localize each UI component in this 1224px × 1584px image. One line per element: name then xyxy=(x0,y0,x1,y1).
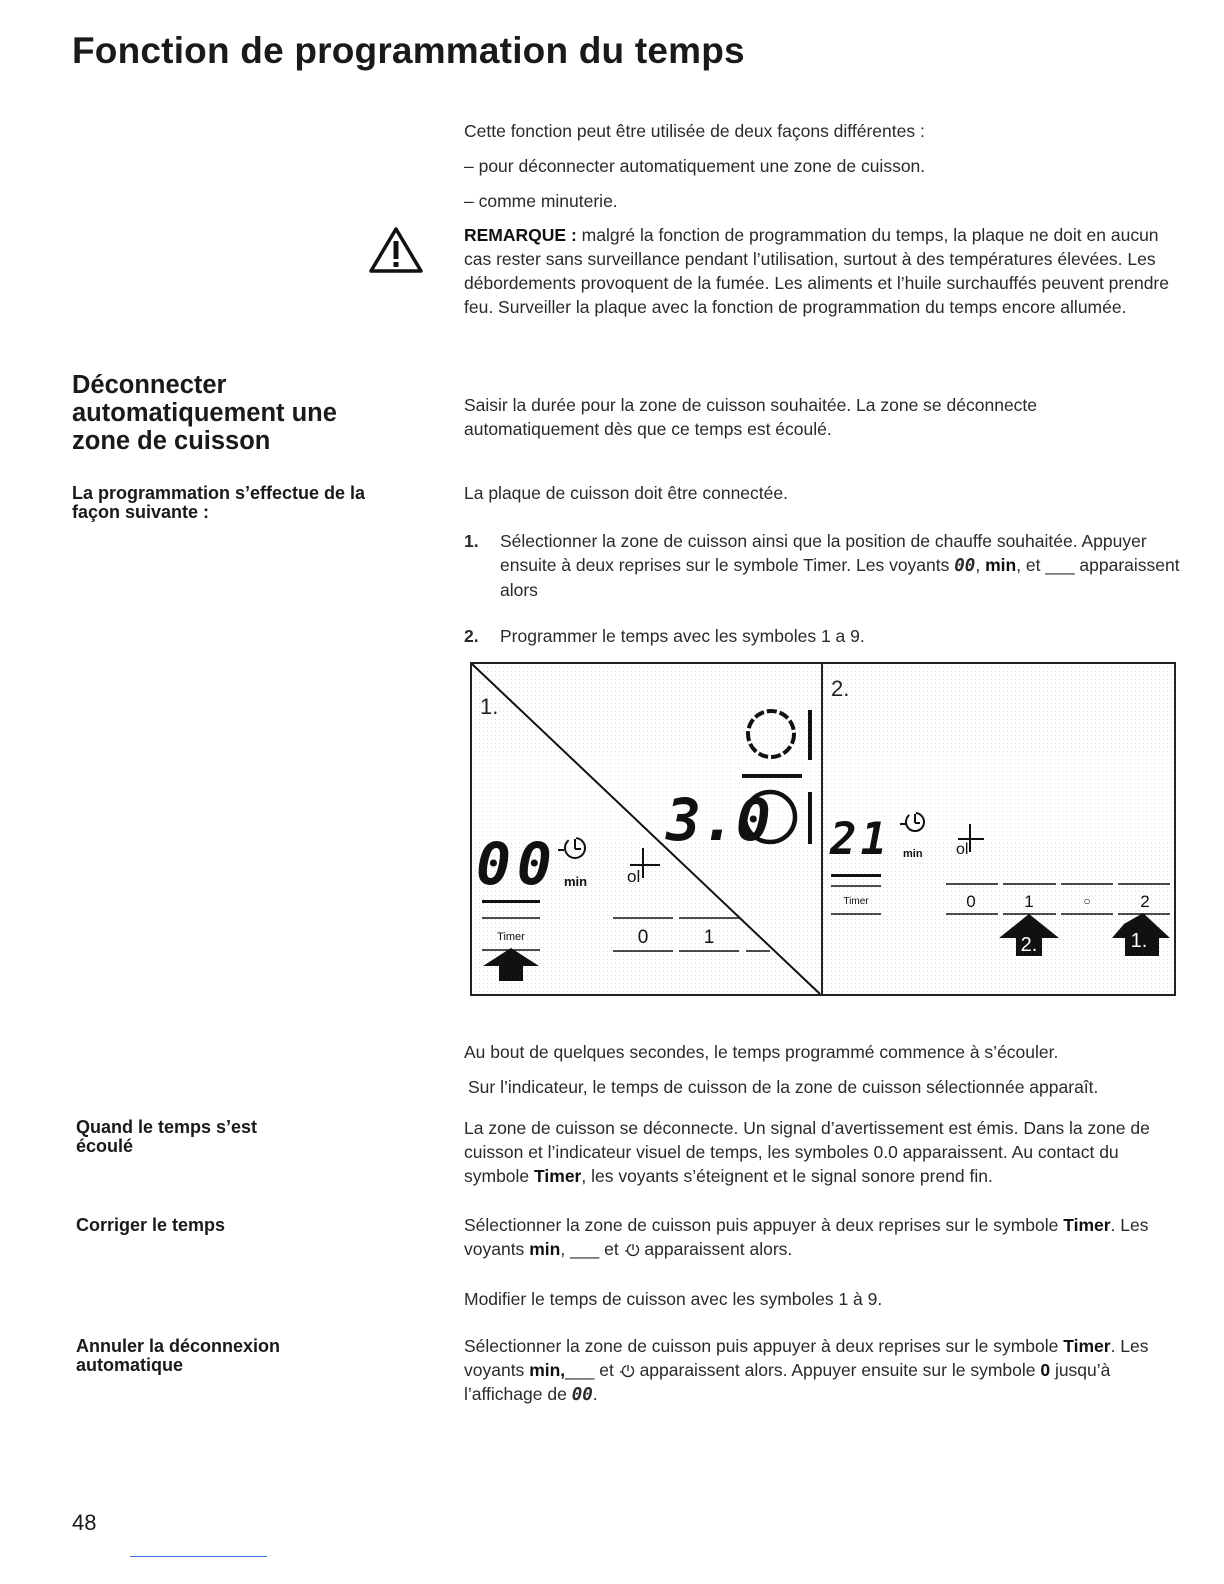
section-heading-line: Déconnecter xyxy=(72,371,227,399)
precondition: La plaque de cuisson doit être connectée. xyxy=(464,483,788,503)
cancel-label: Annuler la déconnexion automatique xyxy=(76,1336,281,1375)
text-part: , ___ et xyxy=(560,1239,624,1259)
timer-indicator-bar xyxy=(482,900,540,903)
section-heading xyxy=(72,371,432,455)
text-part: . Les voyants xyxy=(464,1215,1149,1259)
key-0: 0 xyxy=(637,927,649,948)
key-1: 1 xyxy=(1024,892,1034,911)
key-0: 0 xyxy=(966,892,976,911)
text-part: jusqu’à l’affichage de xyxy=(464,1360,1111,1404)
procedure-label: La programmation s’effectue de la façon suivante : xyxy=(72,483,366,522)
text-part: La zone de cuisson se déconnecte. Un signal d’avertissement est émis. Dans la zone de cuisson et l’indicateur visuel de temps, les symboles 0.0 apparaissent. Au contact du symbole xyxy=(464,1118,1150,1186)
step-text xyxy=(500,529,1180,602)
text-part: . Les voyants xyxy=(464,1336,1149,1380)
page-title: Fonction de programmation du temps xyxy=(72,30,745,71)
correct-text xyxy=(464,1213,1184,1261)
arrow-label: 2. xyxy=(1020,934,1038,956)
step-2 xyxy=(464,624,1184,650)
page-number: 48 xyxy=(72,1510,97,1535)
display-code: 00 xyxy=(954,556,976,576)
warning-icon xyxy=(368,226,424,274)
arrow-label: 1. xyxy=(1130,930,1148,952)
text-part: ___ et xyxy=(565,1360,619,1380)
step-text-part: , et ___ apparaissent alors xyxy=(500,555,1180,600)
intro-line: Cette fonction peut être utilisée de deux façons différentes : xyxy=(464,121,925,141)
warning-label: REMARQUE : xyxy=(464,225,577,245)
elapsed-text xyxy=(464,1116,1174,1188)
zero-label: 0 xyxy=(1040,1360,1051,1380)
timer-display: 00 xyxy=(476,830,558,898)
min-label: min xyxy=(529,1239,561,1259)
key-1: 1 xyxy=(703,927,715,948)
intro xyxy=(464,119,1184,213)
warning-note xyxy=(464,223,1184,319)
step-text: Programmer le temps avec les symboles 1 a 9. xyxy=(500,626,865,646)
timer-key: Timer xyxy=(497,931,525,943)
elapsed-label: Quand le temps s’est écoulé xyxy=(76,1117,258,1156)
timer-clock-icon xyxy=(619,1362,635,1378)
correct-label: Corriger le temps xyxy=(76,1215,226,1235)
step-number: 2. xyxy=(464,626,479,646)
panel-label: 1. xyxy=(480,694,499,719)
display-code: 00 xyxy=(571,1385,593,1405)
footer-line xyxy=(130,1556,267,1557)
paragraph-line: Sur l’indicateur, le temps de cuisson de la zone de cuisson sélectionnée apparaît. xyxy=(468,1077,1099,1097)
step-text-part: , xyxy=(975,555,986,575)
intro-line: – pour déconnecter automatiquement une zone de cuisson. xyxy=(464,156,926,176)
warning-text: malgré la fonction de programmation du temps, la plaque ne doit en aucun cas rester sans surveillance pendant l’utilisation, surtout à des températures élevées. Les débordements provoquent de la fumée. Les aliments et l’huile surchauffés peuvent prendre feu. Surveiller la plaque avec la fonction de programmation du temps encore allumée. xyxy=(464,225,1169,317)
step-number: 1. xyxy=(464,531,479,551)
text-part: Sélectionner la zone de cuisson puis appuyer à deux reprises sur le symbole xyxy=(464,1215,1064,1235)
after-figure-text xyxy=(464,1040,1184,1099)
timer-label: Timer xyxy=(1063,1336,1111,1356)
zone-indicator-bar xyxy=(742,774,802,778)
min-label: min, xyxy=(529,1360,566,1380)
timer-clock-icon xyxy=(624,1241,640,1257)
step-text-part: Sélectionner la zone de cuisson ainsi que la position de chauffe souhaitée. Appuyer ensuite à deux reprises sur le symbole Timer. Les voyants xyxy=(500,531,1147,575)
min-label: min xyxy=(985,555,1017,575)
min-label: min xyxy=(564,874,588,889)
section-heading-line: zone de cuisson xyxy=(72,427,271,455)
svg-text:ol: ol xyxy=(956,841,969,858)
modify-text: Modifier le temps de cuisson avec les symboles 1 à 9. xyxy=(464,1289,883,1309)
text-part: . xyxy=(592,1384,598,1404)
timer-display: 21 xyxy=(830,814,891,865)
zone-display: 3.0 xyxy=(666,786,771,854)
control-panel-figure xyxy=(470,662,1176,996)
intro-line: – comme minuterie. xyxy=(464,191,618,211)
key-dot: ○ xyxy=(1083,894,1091,908)
cancel-text xyxy=(464,1334,1184,1407)
svg-text:ol: ol xyxy=(627,867,641,886)
section-description: Saisir la durée pour la zone de cuisson souhaitée. La zone se déconnecte automatiquement dès que ce temps est écoulé. xyxy=(464,395,1038,439)
key-2: 2 xyxy=(1140,892,1150,911)
text-part: apparaissent alors. xyxy=(639,1239,793,1259)
text-part: apparaissent alors. Appuyer ensuite sur le symbole xyxy=(634,1360,1041,1380)
timer-key: Timer xyxy=(843,896,869,907)
text-part: Sélectionner la zone de cuisson puis appuyer à deux reprises sur le symbole xyxy=(464,1336,1064,1356)
text-part: , les voyants s’éteignent et le signal sonore prend fin. xyxy=(581,1166,993,1186)
paragraph-line: Au bout de quelques secondes, le temps programmé commence à s’écouler. xyxy=(464,1042,1059,1062)
min-label: min xyxy=(903,848,923,860)
panel-label: 2. xyxy=(831,676,850,701)
section-heading-line: automatiquement une xyxy=(72,399,337,427)
timer-indicator-bar xyxy=(831,874,881,877)
timer-label: Timer xyxy=(1063,1215,1111,1235)
step-1 xyxy=(464,529,1184,605)
timer-label: Timer xyxy=(534,1166,582,1186)
